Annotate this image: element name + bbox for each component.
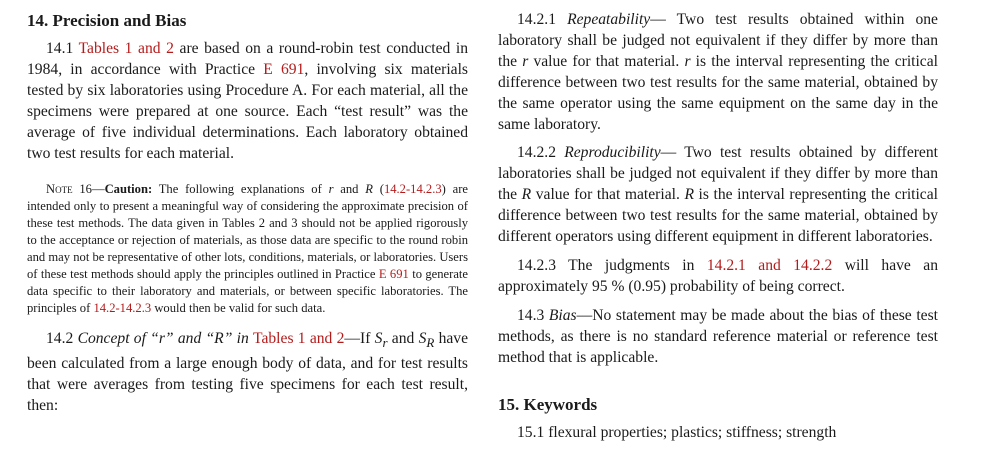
paragraph-14-3: 14.3 Bias—No statement may be made about the bias of these test methods, as there is no standard reference material or reference test method that is applicable. (498, 306, 938, 366)
note-16: Note 16—Caution: The following explanations of r and R (14.2-14.2.3) are intended only to present a meaningful way of considering the approximate precision of these test methods. The data given in Tables 2 and 3 should not be applied rigorously to the acceptance or rejection of materials, as those data are specific to the round robin and may not be representative of other lots, conditions, materials, or laboratories. Users of these test methods should apply the principles outlined in Practice E 691 to generate data specific to their laboratory and materials, or between specific laboratories. The principles of 14.2-14.2.3 would then be valid for such data. (27, 182, 469, 315)
link-section-14-2[interactable]: 14.2-14.2.3 (383, 182, 442, 197)
paragraph-14-2-2: 14.2.2 Reproducibility— Two test results obtained by different laboratories shall be judged not equivalent if they differ by more than the R value for that material. R is the interval representing the critical difference between two test results for the same material, obtained by different operators using different equipment in different laboratories. (498, 144, 938, 246)
link-section-14-2-second[interactable]: 14.2-14.2.3 (93, 300, 152, 315)
link-tables-1-and-2-concept[interactable]: Tables 1 and 2 (253, 329, 345, 347)
right-column (498, 10, 938, 443)
paragraph-14-2: 14.2 Concept of “r” and “R” in Tables 1 and 2—If $S_r$ and $S_R$ have been calculated from a large enough body of data, and for test results that were averages from testing five specimens for each test result, then: (27, 329, 469, 414)
link-tables-1-and-2[interactable]: Tables 1 and 2 (78, 40, 174, 57)
section-15-heading: 15. Keywords (498, 394, 598, 414)
paragraph-15-1: 15.1 flexural properties; plastics; stiffness; strength (517, 423, 837, 441)
section-14-heading: 14. Precision and Bias (27, 11, 187, 30)
left-column (27, 10, 468, 416)
link-practice-e691-note[interactable]: E 691 (378, 266, 409, 281)
paragraph-14-2-1: 14.2.1 Repeatability— Two test results obtained within one laboratory shall be judged not equivalent if they differ by more than the r value for that material. r is the interval representing the critical difference between two test results for the same material, obtained by the same operator using the same equipment on the same day in the same laboratory. (498, 11, 938, 133)
paragraph-14-2-3: 14.2.3 The judgments in 14.2.1 and 14.2.2 will have an approximately 95 % (0.95) probability of being correct. (498, 256, 939, 295)
link-practice-e691[interactable]: E 691 (263, 60, 305, 78)
paragraph-14-1: 14.1 Tables 1 and 2 are based on a round-robin test conducted in 1984, in accordance with Practice E 691, involving six materials tested by six laboratories using Procedure A. For each material, all the specimens were prepared at one source. Each “test result” was the average of five individual determinations. Each laboratory obtained two test results for each material. (27, 40, 469, 162)
link-sections-14-2-1-and-14-2-2[interactable]: 14.2.1 and 14.2.2 (706, 256, 833, 274)
